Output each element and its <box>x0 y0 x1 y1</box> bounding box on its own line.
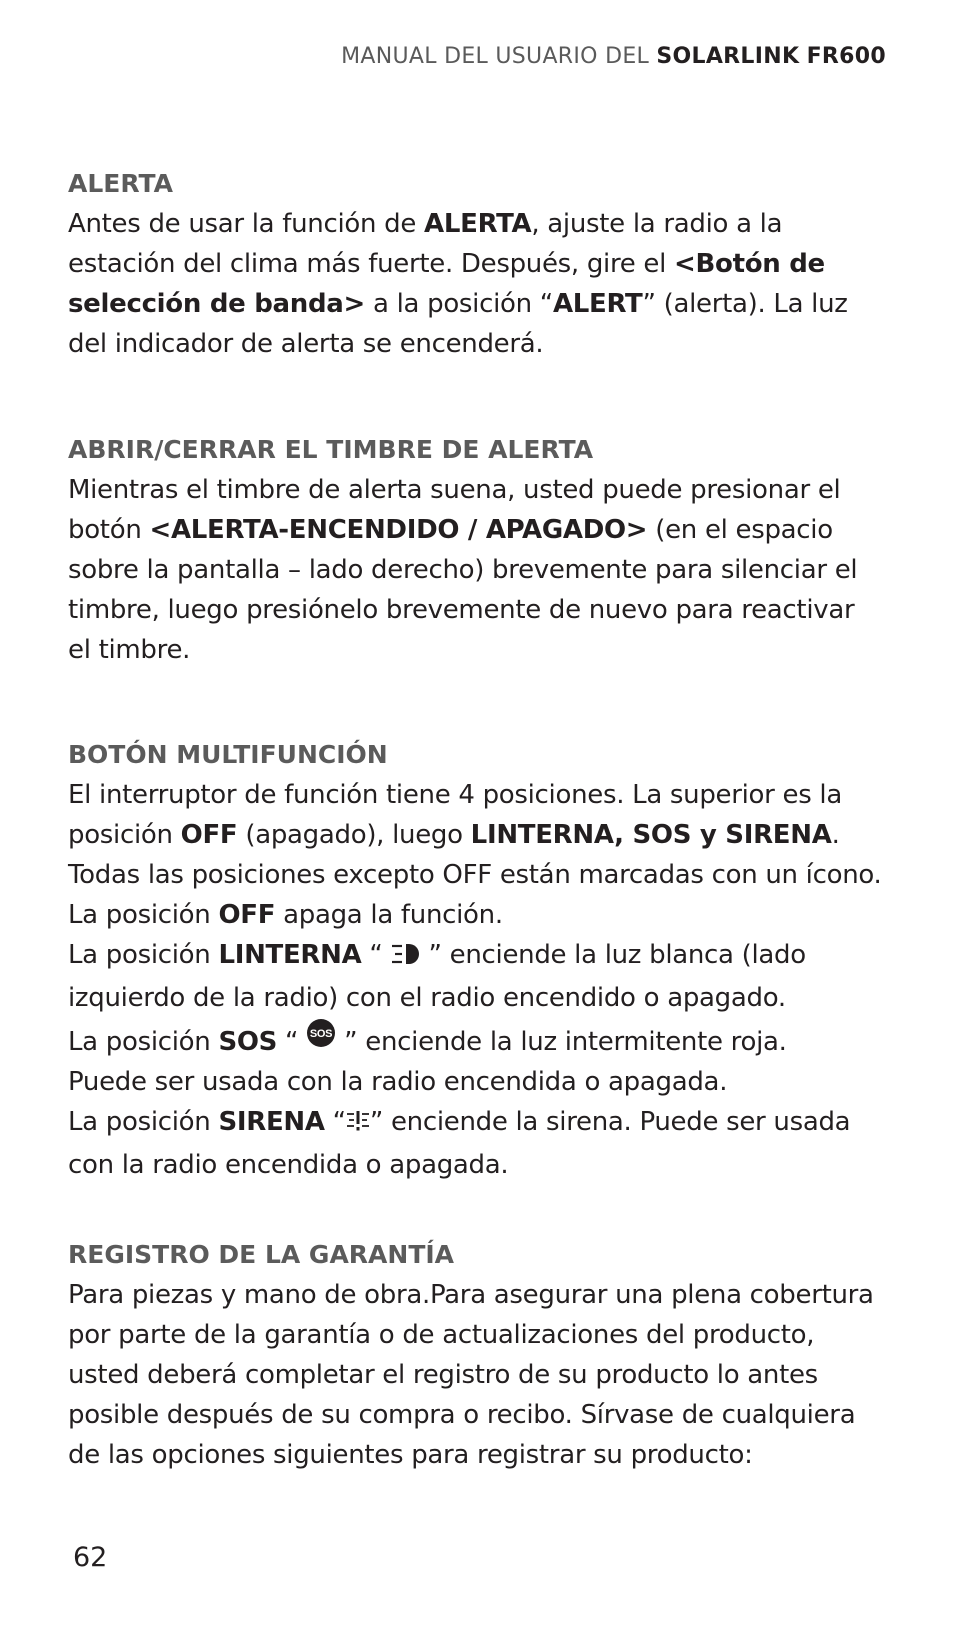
text-line: La posición SOS “ SOS ” enciende la luz intermitente roja. <box>68 1018 908 1062</box>
running-header <box>341 44 886 69</box>
text-line: Puede ser usada con la radio encendida o apagada. <box>68 1067 728 1097</box>
text-line: La posición OFF apaga la función. <box>68 900 503 930</box>
text-line: El interruptor de función tiene 4 posiciones. La superior es la <box>68 780 842 810</box>
text-line: con la radio encendida o apagada. <box>68 1150 509 1180</box>
section-body <box>68 204 908 364</box>
text-line: posible después de su compra o recibo. Sírvase de cualquiera <box>68 1400 856 1430</box>
text-line: izquierdo de la radio) con el radio encendido o apagado. <box>68 983 786 1013</box>
text-line: La posición LINTERNA “ ” enciende la luz blanca (lado <box>68 935 908 978</box>
section-heading: ABRIR/CERRAR EL TIMBRE DE ALERTA <box>68 435 594 464</box>
section-body <box>68 1275 908 1475</box>
section-heading: REGISTRO DE LA GARANTÍA <box>68 1240 455 1269</box>
text-line: Todas las posiciones excepto OFF están marcadas con un ícono. <box>68 860 882 890</box>
section-timbre <box>68 430 908 670</box>
text-line: Antes de usar la función de ALERTA, ajuste la radio a la <box>68 209 783 239</box>
flashlight-icon <box>391 938 421 978</box>
text-line: Para piezas y mano de obra.Para asegurar una plena cobertura <box>68 1280 874 1310</box>
siren-icon <box>346 1105 370 1145</box>
section-body <box>68 775 908 1185</box>
section-heading: BOTÓN MULTIFUNCIÓN <box>68 740 388 769</box>
section-body <box>68 470 908 670</box>
text-line: sobre la pantalla – lado derecho) brevemente para silenciar el <box>68 555 858 585</box>
sos-icon <box>306 1018 336 1060</box>
text-line: de las opciones siguientes para registrar su producto: <box>68 1440 753 1470</box>
section-multifuncion <box>68 735 908 1185</box>
text-line: del indicador de alerta se encenderá. <box>68 329 544 359</box>
text-line: Mientras el timbre de alerta suena, usted puede presionar el <box>68 475 841 505</box>
text-line: botón <ALERTA-ENCENDIDO / APAGADO> (en el espacio <box>68 515 833 545</box>
text-line: usted deberá completar el registro de su producto lo antes <box>68 1360 818 1390</box>
text-line: por parte de la garantía o de actualizaciones del producto, <box>68 1320 815 1350</box>
text-line: el timbre. <box>68 635 191 665</box>
header-model: FR600 <box>806 44 886 69</box>
svg-text:SOS: SOS <box>310 1028 333 1040</box>
text-line: timbre, luego presiónelo brevemente de nuevo para reactivar <box>68 595 855 625</box>
section-heading: ALERTA <box>68 169 173 198</box>
text-line: posición OFF (apagado), luego LINTERNA, SOS y SIRENA. <box>68 820 840 850</box>
header-brand: SOLARLINK <box>656 44 800 69</box>
text-line: La posición SIRENA “ ” enciende la sirena. Puede ser usada <box>68 1102 908 1145</box>
header-prefix: MANUAL DEL USUARIO DEL <box>341 44 657 69</box>
section-alerta <box>68 164 908 364</box>
text-line: selección de banda> a la posición “ALERT” (alerta). La luz <box>68 289 848 319</box>
page-number: 62 <box>73 1542 108 1573</box>
section-garantia <box>68 1235 908 1475</box>
text-line: estación del clima más fuerte. Después, gire el <Botón de <box>68 249 825 279</box>
